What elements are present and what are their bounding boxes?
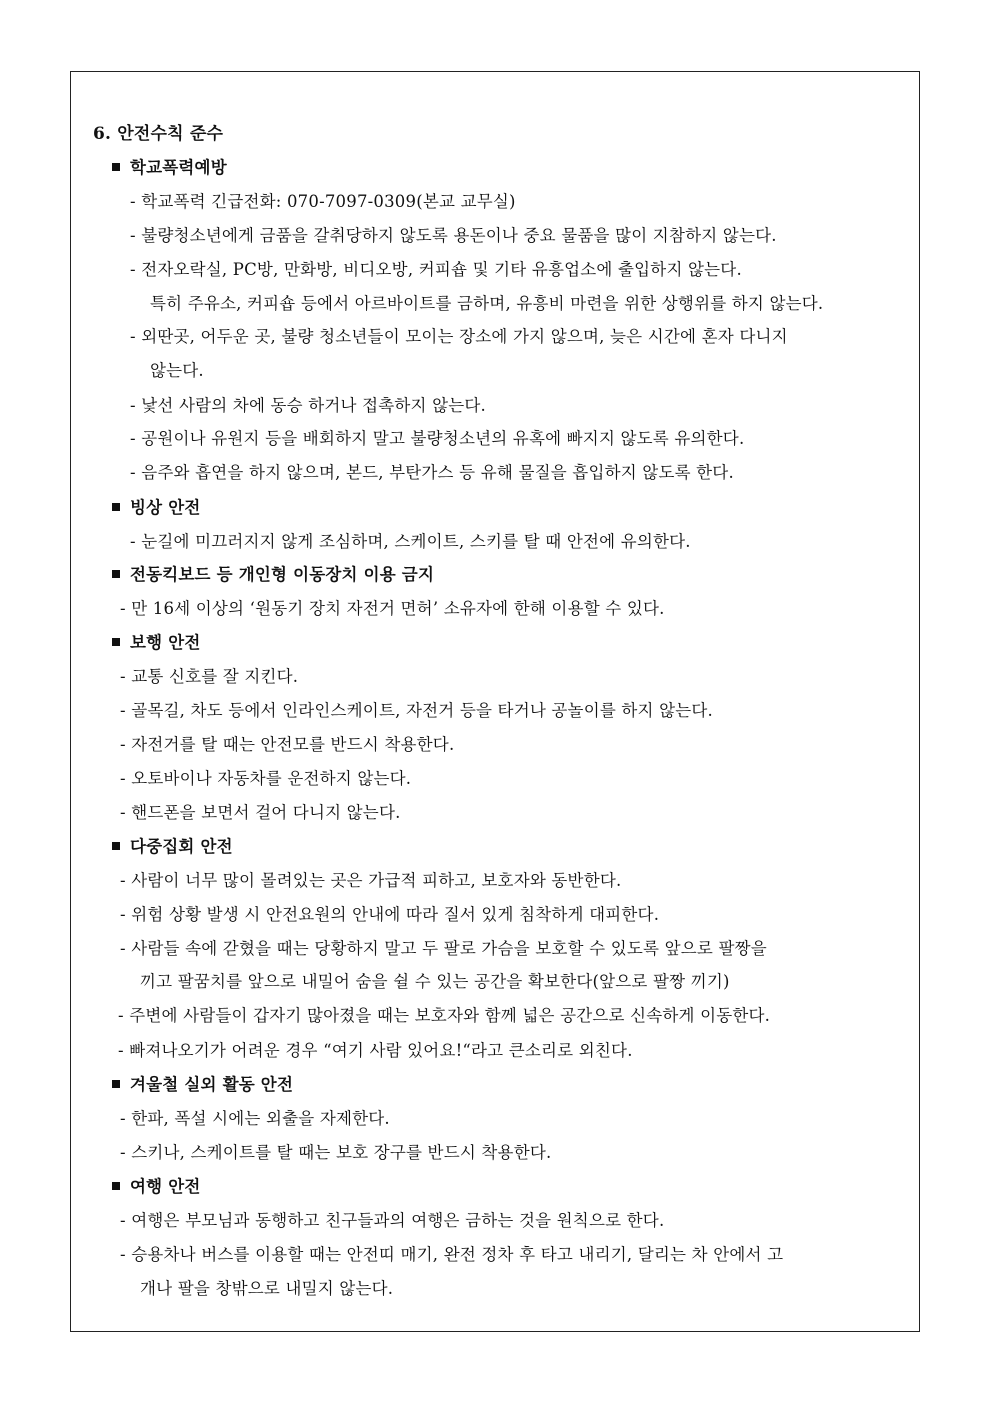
subsection-heading-kickboard: 전동킥보드 등 개인형 이동장치 이용 금지: [112, 565, 434, 585]
square-bullet-icon: [112, 1080, 120, 1088]
list-item: - 빠져나오기가 어려운 경우 “여기 사람 있어요!“라고 큰소리로 외친다.: [118, 1041, 633, 1060]
list-item: - 승용차나 버스를 이용할 때는 안전띠 매기, 완전 정차 후 타고 내리기, 달리는 차 안에서 고: [120, 1245, 784, 1264]
list-item: - 핸드폰을 보면서 걸어 다니지 않는다.: [120, 803, 401, 822]
subsection-heading-school-violence: 학교폭력예방: [112, 158, 227, 178]
square-bullet-icon: [112, 163, 120, 171]
square-bullet-icon: [112, 570, 120, 578]
square-bullet-icon: [112, 1182, 120, 1190]
list-item: - 음주와 흡연을 하지 않으며, 본드, 부탄가스 등 유해 물질을 흡입하지 않도록 한다.: [130, 463, 734, 482]
list-item: - 주변에 사람들이 갑자기 많아졌을 때는 보호자와 함께 넓은 공간으로 신속하게 이동한다.: [118, 1006, 771, 1025]
subsection-heading-travel-safety: 여행 안전: [112, 1177, 201, 1197]
list-item: - 눈길에 미끄러지지 않게 조심하며, 스케이트, 스키를 탈 때 안전에 유의한다.: [130, 532, 691, 551]
list-item: - 낯선 사람의 차에 동승 하거나 접촉하지 않는다.: [130, 396, 486, 415]
list-item: - 스키나, 스케이트를 탈 때는 보호 장구를 반드시 착용한다.: [120, 1143, 552, 1162]
list-item: - 여행은 부모님과 동행하고 친구들과의 여행은 금하는 것을 원칙으로 한다.: [120, 1211, 665, 1230]
square-bullet-icon: [112, 842, 120, 850]
list-item: - 불량청소년에게 금품을 갈취당하지 않도록 용돈이나 중요 물품을 많이 지참하지 않는다.: [130, 226, 777, 245]
list-item-continuation: 끼고 팔꿈치를 앞으로 내밀어 숨을 쉴 수 있는 공간을 확보한다(앞으로 팔짱 끼기): [140, 972, 730, 991]
list-item: - 전자오락실, PC방, 만화방, 비디오방, 커피숍 및 기타 유흥업소에 출입하지 않는다.: [130, 260, 742, 279]
subsection-heading-ice-safety: 빙상 안전: [112, 498, 201, 518]
list-item: - 만 16세 이상의 ‘원동기 장치 자전거 면허’ 소유자에 한해 이용할 수 있다.: [120, 599, 665, 618]
subsection-heading-walking-safety: 보행 안전: [112, 633, 201, 653]
subsection-heading-crowd-safety: 다중집회 안전: [112, 837, 233, 857]
list-item: - 학교폭력 긴급전화: 070-7097-0309(본교 교무실): [130, 192, 516, 211]
square-bullet-icon: [112, 503, 120, 511]
section-title: 6. 안전수칙 준수: [93, 124, 224, 144]
list-item-continuation: 개나 팔을 창밖으로 내밀지 않는다.: [140, 1279, 394, 1298]
list-item: - 교통 신호를 잘 지킨다.: [120, 667, 299, 686]
list-item: - 위험 상황 발생 시 안전요원의 안내에 따라 질서 있게 침착하게 대피한다.: [120, 905, 660, 924]
list-item: - 골목길, 차도 등에서 인라인스케이트, 자전거 등을 타거나 공놀이를 하지 않는다.: [120, 701, 714, 720]
list-item-continuation: 특히 주유소, 커피숍 등에서 아르바이트를 금하며, 유흥비 마련을 위한 상행위를 하지 않는다.: [150, 294, 824, 313]
list-item: - 한파, 폭설 시에는 외출을 자제한다.: [120, 1109, 390, 1128]
subsection-heading-winter-outdoor: 겨울철 실외 활동 안전: [112, 1075, 293, 1095]
list-item: - 오토바이나 자동차를 운전하지 않는다.: [120, 769, 412, 788]
list-item: - 사람이 너무 많이 몰려있는 곳은 가급적 피하고, 보호자와 동반한다.: [120, 871, 622, 890]
list-item-continuation: 않는다.: [150, 361, 204, 380]
list-item: - 자전거를 탈 때는 안전모를 반드시 착용한다.: [120, 735, 455, 754]
square-bullet-icon: [112, 638, 120, 646]
list-item: - 외딴곳, 어두운 곳, 불량 청소년들이 모이는 장소에 가지 않으며, 늦은 시간에 혼자 다니지: [130, 327, 788, 346]
list-item: - 사람들 속에 갇혔을 때는 당황하지 말고 두 팔로 가슴을 보호할 수 있도록 앞으로 팔짱을: [120, 939, 767, 958]
list-item: - 공원이나 유원지 등을 배회하지 말고 불량청소년의 유혹에 빠지지 않도록 유의한다.: [130, 429, 745, 448]
